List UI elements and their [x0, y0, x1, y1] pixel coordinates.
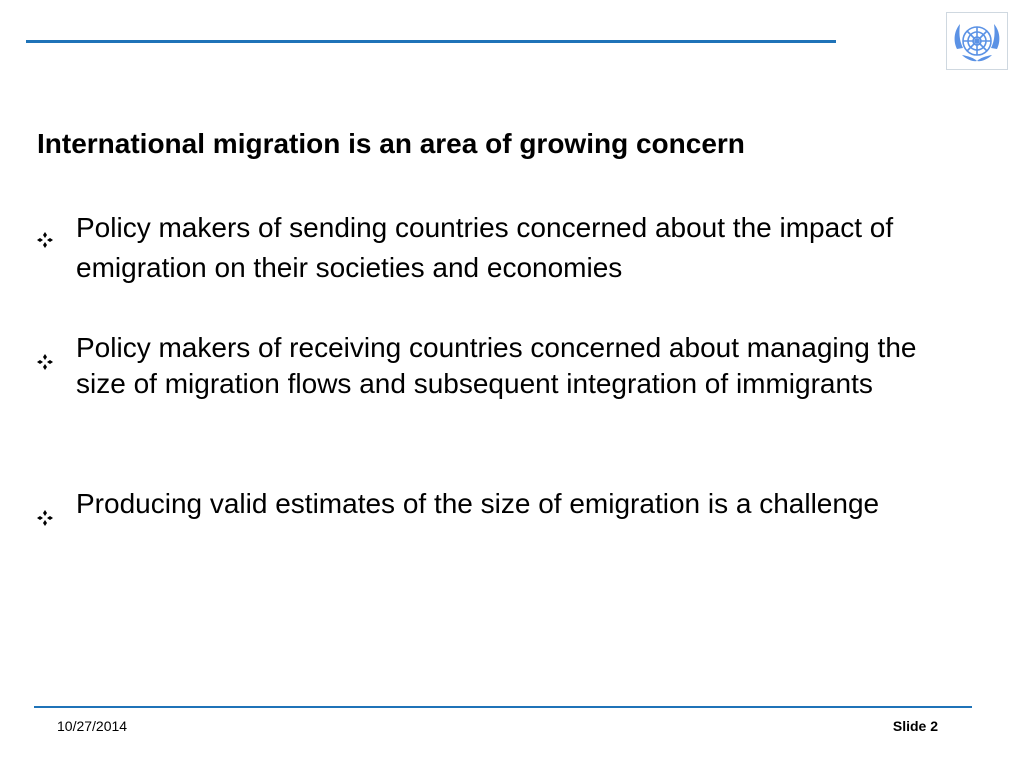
bullet-item	[37, 486, 937, 558]
four-diamond-bullet-icon	[37, 497, 53, 513]
bullet-item	[37, 208, 937, 292]
top-divider	[26, 40, 836, 43]
slide-heading: International migration is an area of growing concern	[37, 128, 745, 159]
bottom-divider	[34, 706, 972, 708]
four-diamond-bullet-icon	[37, 341, 53, 357]
four-diamond-bullet-icon	[37, 219, 53, 235]
bullet-text: Policy makers of sending countries concerned about the impact of emigration on their societies and economies	[76, 212, 894, 283]
bullet-item	[37, 330, 937, 442]
bullet-text: Producing valid estimates of the size of emigration is a challenge	[76, 488, 880, 519]
un-emblem-icon	[946, 12, 1008, 70]
bullet-text: Policy makers of receiving countries concerned about managing the size of migration flows and subsequent integration of immigrants	[76, 332, 917, 399]
slide-number: Slide 2	[892, 718, 938, 734]
footer-date: 10/27/2014	[57, 718, 128, 734]
